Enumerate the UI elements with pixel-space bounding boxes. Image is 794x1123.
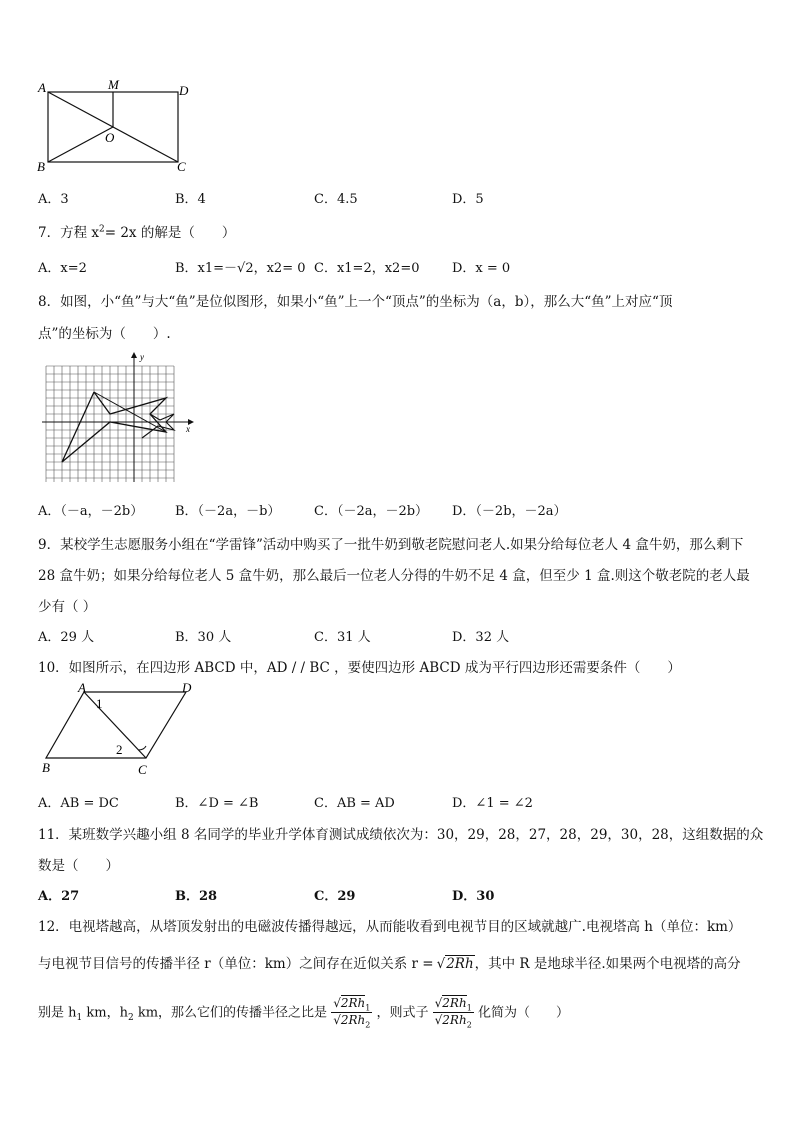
q11-stem-line2: 数是（ ） [38,858,119,874]
expression-fraction: $\frac{√2Rh_1}{√2Rh_2}$ [434,996,472,1030]
q9-option-b[interactable]: B．30 人 [175,630,232,645]
q8-option-d[interactable]: D．（－2b，－2a） [452,504,567,519]
q10-option-b[interactable]: B．∠D = ∠B [175,796,259,811]
q8-option-c[interactable]: C．（－2a，－2b） [314,504,429,519]
q11-option-b[interactable]: B．28 [175,889,218,904]
q9-stem-line3: 少有（ ） [38,599,97,615]
label-C: C [177,159,186,174]
sqrt-2Rh: 2Rh [446,956,474,972]
label-B: B [42,760,50,775]
q10-option-c[interactable]: C．AB = AD [314,796,395,811]
label-D: D [179,83,189,98]
q12-line2: 与电视节目信号的传播半径 r（单位：km）之间存在近似关系 r = √2Rh，其中 R 是地球半径.如果两个电视塔的高分 [38,956,741,972]
q7-option-c[interactable]: C．x1=2，x2=0 [314,261,420,276]
q11-stem-line1: 11．某班数学兴趣小组 8 名同学的毕业升学体育测试成绩依次为：30，29，28，27，28，29，30，28，这组数据的众 [38,827,764,843]
label-D: D [182,680,192,695]
angle-2-label: 2 [116,742,123,757]
fish-grid-figure [40,352,200,486]
q9-option-d[interactable]: D．32 人 [452,630,510,645]
q10-option-a[interactable]: A．AB = DC [38,796,119,811]
q9-option-a[interactable]: A．29 人 [38,630,95,645]
q12-line3: 别是 $h_1$ km，$h_2$ km，那么它们的传播半径之比是 $\frac{√2Rh_1}{√2Rh_2}$ ，则式子 $\frac{√2Rh_1}{√2Rh_2}$ 化简为（ ） [38,996,569,1030]
angle-1-label: 1 [96,696,103,711]
q11-option-c[interactable]: C．29 [314,889,356,904]
q9-option-c[interactable]: C．31 人 [314,630,371,645]
q6-option-b[interactable]: B．4 [175,192,206,207]
q9-stem-line1: 9．某校学生志愿服务小组在“学雷锋”活动中购买了一批牛奶到敬老院慰问老人.如果分给每位老人 4 盒牛奶，那么剩下 [38,537,744,553]
q6-option-a[interactable]: A．3 [38,192,69,207]
axis-y-label: y [140,352,144,362]
label-A: A [38,80,46,95]
q12-line1: 12．电视塔越高，从塔顶发射出的电磁波传播得越远，从而能收看到电视节目的区域就越广.电视塔高 h（单位：km） [38,919,742,935]
q7-option-b[interactable]: B．x1=－√2，x2= 0 [175,261,306,276]
q9-stem-line2: 28 盒牛奶；如果分给每位老人 5 盒牛奶，那么最后一位老人分得的牛奶不足 4 盒，但至少 1 盒.则这个敬老院的老人最 [38,568,750,584]
q8-option-b[interactable]: B．（－2a，－b） [175,504,281,519]
rectangle-figure [30,76,205,176]
label-A: A [78,680,86,695]
q8-option-a[interactable]: A．（－a，－2b） [38,504,144,519]
q11-option-a[interactable]: A．27 [38,889,80,904]
axis-x-label: x [186,424,190,434]
q6-option-c[interactable]: C．4.5 [314,192,358,207]
label-C: C [138,762,147,777]
q11-option-d[interactable]: D．30 [452,889,495,904]
q8-stem-line2: 点”的坐标为（ ）. [38,326,171,342]
q7-option-d[interactable]: D．x = 0 [452,261,511,276]
label-O: O [105,130,115,145]
q10-option-d[interactable]: D．∠1 = ∠2 [452,796,533,811]
q7-stem: 7．方程 $x^2= 2x$ 的解是（ ） [38,224,236,241]
quadrilateral-figure [36,680,206,780]
label-M: M [108,77,119,92]
q10-stem: 10．如图所示，在四边形 ABCD 中，AD / / BC ，要使四边形 ABCD 成为平行四边形还需要条件（ ） [38,660,681,676]
q6-option-d[interactable]: D．5 [452,192,484,207]
label-B: B [37,159,45,174]
q8-stem-line1: 8．如图，小“鱼”与大“鱼”是位似图形，如果小“鱼”上一个“顶点”的坐标为（a，b），那么大“鱼”上对应“顶 [38,294,673,310]
ratio-fraction: $\frac{√2Rh_1}{√2Rh_2}$ [333,996,371,1030]
q7-option-a[interactable]: A．x=2 [38,261,87,276]
